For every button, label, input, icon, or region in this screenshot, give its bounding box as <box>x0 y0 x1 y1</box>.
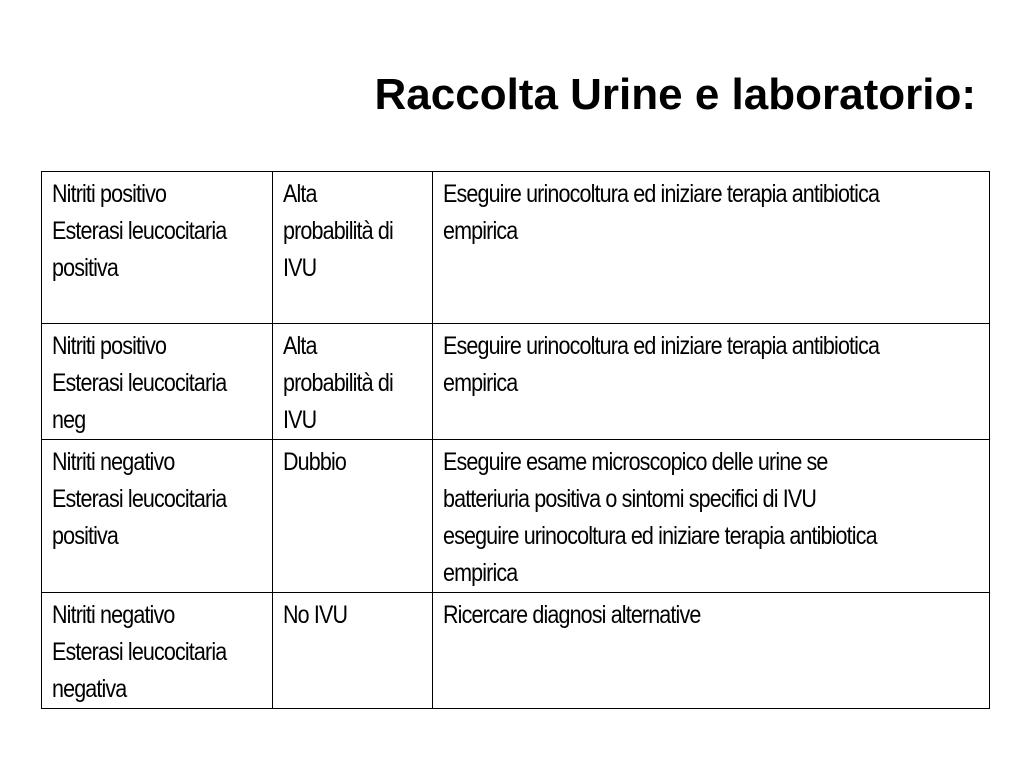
cell-text-line: Esterasi leucocitaria <box>52 638 227 666</box>
cell-text-line: probabilità di <box>283 369 393 397</box>
condition-cell <box>42 324 273 440</box>
cell-text-line: neg <box>52 406 86 434</box>
probability-cell <box>273 593 433 709</box>
cell-text-line: eseguire urinocoltura ed iniziare terapia antibiotica <box>443 522 877 550</box>
cell-text-line: Alta <box>283 180 317 208</box>
cell-text-line: Esterasi leucocitaria <box>52 369 227 397</box>
cell-text-line: empirica <box>443 559 518 587</box>
cell-text-line: Dubbio <box>283 448 346 476</box>
condition-cell <box>42 172 273 324</box>
cell-text-line: Eseguire urinocoltura ed iniziare terapia antibiotica <box>443 180 880 208</box>
action-cell <box>433 172 990 324</box>
cell-text-line: empirica <box>443 369 518 397</box>
cell-text-line: Nitriti positivo <box>52 180 167 208</box>
cell-text-line: IVU <box>283 254 317 282</box>
cell-text-line: probabilità di <box>283 217 393 245</box>
condition-cell <box>42 593 273 709</box>
cell-text-line: Esterasi leucocitaria <box>52 217 227 245</box>
cell-text-line: IVU <box>283 406 317 434</box>
page-title: Raccolta Urine e laboratorio: <box>374 70 976 119</box>
cell-text-line: Nitriti positivo <box>52 332 167 360</box>
cell-text-line: positiva <box>52 522 119 550</box>
cell-text-line: negativa <box>52 675 127 703</box>
cell-text-line: empirica <box>443 217 518 245</box>
cell-text-line: batteriuria positiva o sintomi specifici di IVU <box>443 485 817 513</box>
cell-text-line: Eseguire esame microscopico delle urine se <box>443 448 828 476</box>
probability-cell <box>273 172 433 324</box>
cell-text-line: Alta <box>283 332 317 360</box>
cell-text-line: Ricercare diagnosi alternative <box>443 601 701 629</box>
probability-cell <box>273 324 433 440</box>
cell-text-line: positiva <box>52 254 119 282</box>
probability-cell <box>273 440 433 593</box>
table-row <box>42 172 990 324</box>
action-cell <box>433 440 990 593</box>
cell-text-line: Eseguire urinocoltura ed iniziare terapia antibiotica <box>443 332 880 360</box>
table-row <box>42 440 990 593</box>
condition-cell <box>42 440 273 593</box>
table-row <box>42 593 990 709</box>
action-cell <box>433 593 990 709</box>
criteria-table-container <box>41 171 990 709</box>
cell-text-line: Nitriti negativo <box>52 448 175 476</box>
action-cell <box>433 324 990 440</box>
cell-text-line: No IVU <box>283 601 348 629</box>
criteria-table <box>41 171 990 709</box>
cell-text-line: Esterasi leucocitaria <box>52 485 227 513</box>
table-row <box>42 324 990 440</box>
cell-text-line: Nitriti negativo <box>52 601 175 629</box>
